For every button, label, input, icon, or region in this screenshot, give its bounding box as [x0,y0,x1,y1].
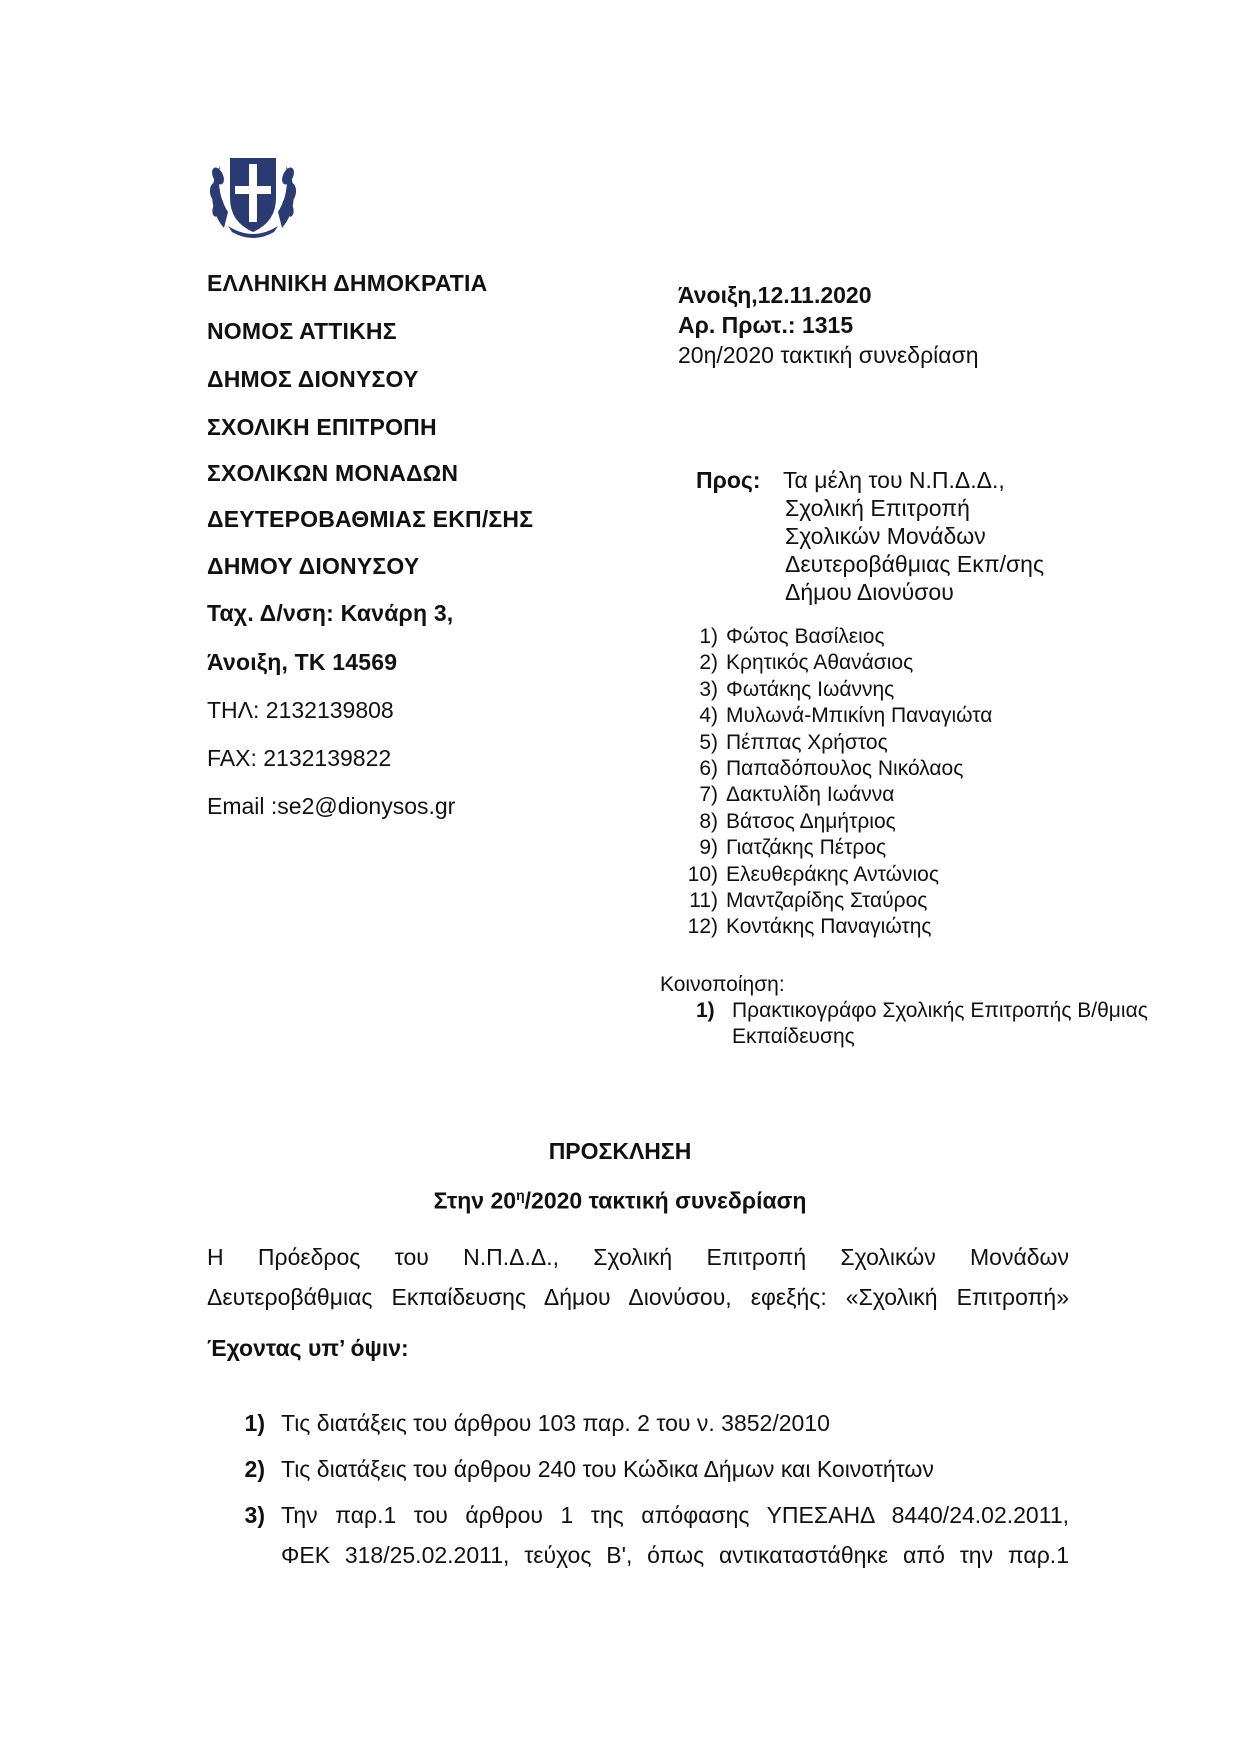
city-postcode: Άνοιξη, ΤΚ 14569 [207,649,398,675]
recipients-label: Προς: [696,467,761,493]
member-number: 4) [699,704,718,728]
notification-line: Πρακτικογράφο Σχολικής Επιτροπής Β/θμιας [732,999,1148,1022]
header-line-school-units: ΣΧΟΛΙΚΩΝ ΜΟΝΑΔΩΝ [207,460,459,486]
member-number: 12) [687,915,718,939]
header-line-municipality: ΔΗΜΟΣ ΔΙΟΝΥΣΟΥ [207,366,419,392]
member-number: 7) [699,783,718,807]
member-number: 11) [689,889,718,913]
recipient-line: Δήμου Διονύσου [785,579,954,605]
list-item [678,703,992,729]
header-line-secondary-education: ΔΕΥΤΕΡΟΒΑΘΜΙΑΣ ΕΚΠ/ΣΗΣ [207,506,534,532]
document-date: Άνοιξη,12.11.2020 [678,282,872,308]
item-text [281,1495,1069,1575]
member-name: Βάτσος Δημήτριος [726,809,896,833]
invitation-title: ΠΡΟΣΚΛΗΣΗ [548,1138,692,1164]
paragraph-line: Η Πρόεδρος του Ν.Π.Δ.Δ., Σχολική Επιτροπή Σχολικών Μονάδων [207,1244,1069,1270]
member-name: Πέππας Χρήστος [726,730,888,754]
item-text: Τις διατάξεις του άρθρου 240 του Κώδικα Δήμων και Κοινοτήτων [281,1456,934,1482]
members-list [678,624,992,941]
member-name: Ελευθεράκης Αντώνιος [726,862,939,886]
list-item [678,624,992,650]
header-line-municipality-of: ΔΗΜΟΥ ΔΙΟΝΥΣΟΥ [207,553,420,579]
list-item [678,914,992,940]
list-item [207,1403,1069,1443]
fax: FAX: 2132139822 [207,745,392,771]
recipient-line: Σχολικών Μονάδων [785,523,986,549]
list-item [678,650,992,676]
member-name: Γιατζάκης Πέτρος [726,836,887,860]
member-number: 9) [699,836,718,860]
address: Ταχ. Δ/νση: Κανάρη 3, [207,600,454,626]
member-name: Παπαδόπουλος Νικόλαος [726,757,964,781]
subtitle-prefix: Στην 20 [433,1187,517,1214]
session-label: 20η/2020 τακτική συνεδρίαση [678,342,979,368]
member-number: 3) [699,677,718,701]
member-name: Κρητικός Αθανάσιος [726,651,914,675]
member-name: Μυλωνά-Μπικίνη Παναγιώτα [726,704,993,728]
list-item [678,756,992,782]
member-name: Δακτυλίδη Ιωάννα [726,783,895,807]
considering-list [207,1403,1069,1575]
notification-item [696,998,1148,1050]
document-meta [678,280,979,370]
email: Email :se2@dionysos.gr [207,793,456,819]
member-number: 10) [687,862,718,886]
recipient-line: Δευτεροβάθμιας Εκπ/σης [785,551,1045,577]
subtitle-superscript: η [516,1187,525,1203]
list-item [207,1449,1069,1489]
paragraph-line: Δευτεροβάθμιας Εκπαίδευσης Δήμου Διονύσου, εφεξής: «Σχολική Επιτροπή» [207,1284,1069,1310]
list-item [678,888,992,914]
list-item [678,862,992,888]
member-name: Φώτος Βασίλειος [726,625,885,648]
member-name: Φωτάκης Ιωάννης [726,677,895,701]
recipient-line: Τα μέλη του Ν.Π.Δ.Δ., [783,467,1005,493]
notification-text [732,998,1148,1050]
notification-label: Κοινοποίηση: [660,973,785,996]
notification-number: 1) [696,999,715,1022]
list-item [678,835,992,861]
list-item [207,1495,1069,1575]
greek-emblem-icon [204,146,302,242]
list-item [678,677,992,703]
list-item [678,782,992,808]
member-number: 8) [699,809,718,833]
member-number: 6) [699,757,718,781]
item-line: Την παρ.1 του άρθρου 1 της απόφασης ΥΠΕΣΑΗΔ 8440/24.02.2011, [281,1502,1069,1528]
item-number: 1) [244,1410,265,1436]
header-line-committee: ΣΧΟΛΙΚΗ ΕΠΙΤΡΟΠΗ [207,414,437,440]
member-number: 5) [699,730,718,754]
item-number: 3) [244,1502,265,1528]
item-line: ΦΕΚ 318/25.02.2011, τεύχος Β', όπως αντικαταστάθηκε από την παρ.1 [281,1542,1069,1568]
recipient-line: Σχολική Επιτροπή [785,495,970,521]
recipients-lines [783,466,1044,606]
member-name: Κοντάκης Παναγιώτης [726,915,932,939]
list-item [678,730,992,756]
phone: ΤΗΛ: 2132139808 [207,697,394,723]
member-name: Μαντζαρίδης Σταύρος [726,889,928,913]
header-line-republic: ΕΛΛΗΝΙΚΗ ΔΗΜΟΚΡΑΤΙΑ [207,270,488,296]
notification-line: Εκπαίδευσης [732,1025,855,1048]
considering-heading: Έχοντας υπ’ όψιν: [207,1335,409,1361]
invitation-paragraph [207,1237,1069,1317]
item-text: Τις διατάξεις του άρθρου 103 παρ. 2 του ν. 3852/2010 [281,1410,830,1436]
member-number: 2) [699,651,718,675]
coat-of-arms-seal [204,146,302,242]
subtitle-suffix: /2020 τακτική συνεδρίαση [524,1187,807,1214]
item-number: 2) [244,1456,265,1482]
header-line-prefecture: ΝΟΜΟΣ ΑΤΤΙΚΗΣ [207,318,397,344]
member-number: 1) [699,625,718,648]
invitation-subtitle [0,1187,1240,1215]
protocol-number: Αρ. Πρωτ.: 1315 [678,312,854,338]
list-item [678,809,992,835]
